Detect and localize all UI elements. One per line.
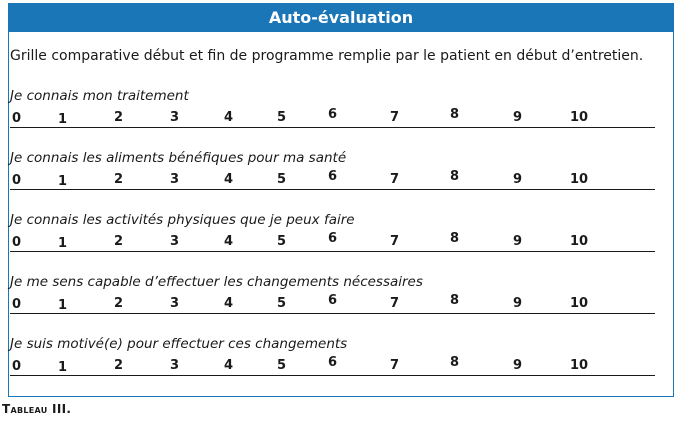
- scale-value[interactable]: 10: [570, 110, 589, 125]
- rating-item: [10, 150, 655, 190]
- scale-value[interactable]: 4: [224, 296, 234, 311]
- scale-value[interactable]: 6: [328, 107, 338, 122]
- scale-value[interactable]: 10: [570, 234, 589, 249]
- scale-value[interactable]: 0: [12, 297, 22, 312]
- scale-value[interactable]: 2: [114, 358, 124, 373]
- scale-value[interactable]: 10: [570, 296, 589, 311]
- scale-value[interactable]: 10: [570, 358, 589, 373]
- rating-question: Je connais les aliments bénéfiques pour ma santé: [10, 150, 347, 166]
- scale-value[interactable]: 1: [58, 360, 68, 375]
- scale-value[interactable]: 3: [170, 110, 180, 125]
- scale-value[interactable]: 4: [224, 172, 234, 187]
- scale-value[interactable]: 8: [450, 169, 460, 184]
- rating-scale: [10, 229, 655, 252]
- scale-value[interactable]: 2: [114, 234, 124, 249]
- rating-item: [10, 274, 655, 314]
- rating-item: [10, 88, 655, 128]
- scale-value[interactable]: 9: [513, 234, 523, 249]
- rating-question: Je connais mon traitement: [10, 88, 189, 104]
- scale-value[interactable]: 5: [277, 296, 287, 311]
- scale-value[interactable]: 7: [390, 110, 400, 125]
- scale-value[interactable]: 7: [390, 172, 400, 187]
- scale-value[interactable]: 8: [450, 293, 460, 308]
- rating-scale: [10, 291, 655, 314]
- rating-question: Je connais les activités physiques que je peux faire: [10, 212, 355, 228]
- scale-value[interactable]: 5: [277, 358, 287, 373]
- scale-value[interactable]: 5: [277, 234, 287, 249]
- scale-value[interactable]: 3: [170, 172, 180, 187]
- scale-value[interactable]: 8: [450, 355, 460, 370]
- scale-value[interactable]: 6: [328, 231, 338, 246]
- scale-value[interactable]: 7: [390, 234, 400, 249]
- table-caption: Tableau III.: [2, 402, 72, 416]
- rating-item: [10, 212, 655, 252]
- scale-value[interactable]: 5: [277, 172, 287, 187]
- scale-value[interactable]: 2: [114, 110, 124, 125]
- scale-value[interactable]: 8: [450, 231, 460, 246]
- rating-question: Je suis motivé(e) pour effectuer ces changements: [10, 336, 348, 352]
- scale-value[interactable]: 9: [513, 296, 523, 311]
- scale-value[interactable]: 7: [390, 358, 400, 373]
- scale-value[interactable]: 1: [58, 298, 68, 313]
- rating-item: [10, 336, 655, 376]
- scale-value[interactable]: 1: [58, 174, 68, 189]
- scale-value[interactable]: 1: [58, 112, 68, 127]
- scale-value[interactable]: 0: [12, 173, 22, 188]
- scale-value[interactable]: 6: [328, 355, 338, 370]
- rating-scale: [10, 105, 655, 128]
- scale-value[interactable]: 4: [224, 234, 234, 249]
- rating-question: Je me sens capable d’effectuer les changements nécessaires: [10, 274, 423, 290]
- box-title: Auto-évaluation: [9, 4, 673, 32]
- scale-value[interactable]: 6: [328, 169, 338, 184]
- scale-value[interactable]: 2: [114, 172, 124, 187]
- rating-scale: [10, 167, 655, 190]
- scale-value[interactable]: 9: [513, 110, 523, 125]
- scale-value[interactable]: 3: [170, 358, 180, 373]
- scale-value[interactable]: 8: [450, 107, 460, 122]
- scale-value[interactable]: 1: [58, 236, 68, 251]
- scale-value[interactable]: 9: [513, 358, 523, 373]
- scale-value[interactable]: 9: [513, 172, 523, 187]
- scale-value[interactable]: 0: [12, 111, 22, 126]
- intro-text: Grille comparative début et fin de programme remplie par le patient en début d’entretien.: [10, 48, 644, 64]
- scale-value[interactable]: 3: [170, 296, 180, 311]
- scale-value[interactable]: 3: [170, 234, 180, 249]
- scale-value[interactable]: 7: [390, 296, 400, 311]
- scale-value[interactable]: 10: [570, 172, 589, 187]
- scale-value[interactable]: 4: [224, 110, 234, 125]
- scale-value[interactable]: 6: [328, 293, 338, 308]
- rating-scale: [10, 353, 655, 376]
- scale-value[interactable]: 0: [12, 359, 22, 374]
- scale-value[interactable]: 2: [114, 296, 124, 311]
- scale-value[interactable]: 5: [277, 110, 287, 125]
- scale-value[interactable]: 4: [224, 358, 234, 373]
- scale-value[interactable]: 0: [12, 235, 22, 250]
